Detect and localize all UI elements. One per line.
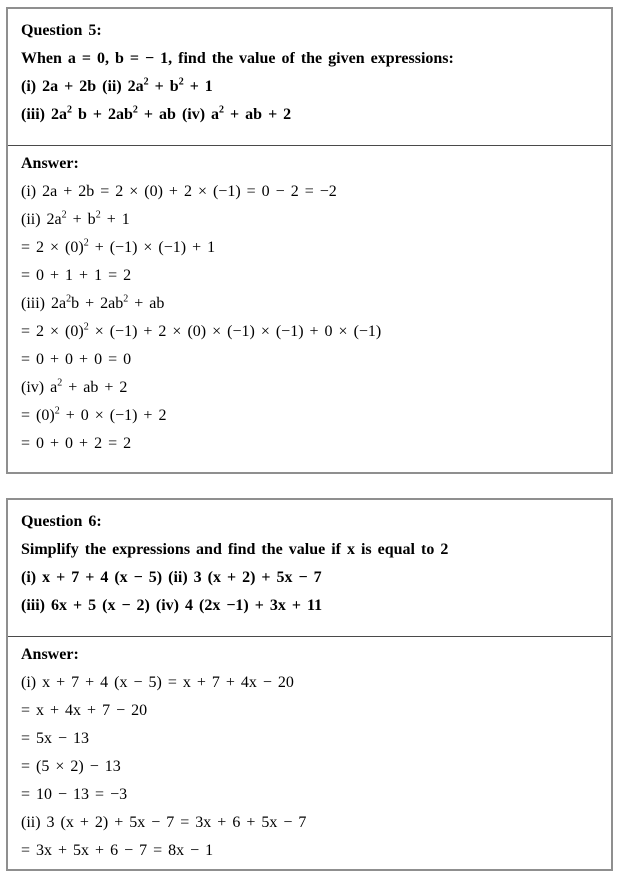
answer-line: = 0 + 0 + 0 = 0 — [21, 351, 132, 368]
answer-line: (iii) $2a^2b + 2ab^2$ + ab — [21, 293, 165, 312]
answer-line: (i) x + 7 + 4 (x − 5) = x + 7 + 4x − 20 — [21, 674, 294, 691]
question-line: (iii) 6x + 5 (x − 2) (iv) 4 (2x −1) + 3x + 11 — [21, 597, 323, 614]
answer-section — [8, 146, 611, 472]
answer-line: (ii) $2a^2 + b^2 + 1$ — [21, 209, 130, 228]
question-section — [8, 500, 611, 637]
answer-line: = $(0)^2 + 0 \times (-1) + 2$ — [21, 405, 167, 424]
answer-line: = 3x + 5x + 6 − 7 = 8x − 1 — [21, 842, 214, 859]
question-line: (i) x + 7 + 4 (x − 5) (ii) 3 (x + 2) + 5x − 7 — [21, 569, 322, 586]
answer-line: = 10 − 13 = −3 — [21, 786, 128, 803]
question-line: When a = 0, b = − 1, find the value of the given expressions: — [21, 50, 454, 67]
answer-line: = 5x − 13 — [21, 730, 90, 747]
question-section — [8, 9, 611, 146]
answer-line: = $2 \times (0)^2 + (-1) \times (-1) + 1$ — [21, 237, 216, 256]
answer-line: = x + 4x + 7 − 20 — [21, 702, 148, 719]
answer-line: = $2 \times (0)^2 \times (-1) + 2 \times (0) \times (-1) \times (-1) + 0 \times (-1)$ — [21, 321, 382, 340]
answer-title: Answer: — [21, 155, 79, 172]
question-line: Simplify the expressions and find the value if x is equal to 2 — [21, 541, 449, 558]
answer-line: = 0 + 1 + 1 = 2 — [21, 267, 132, 284]
question-title: Question 6: — [21, 513, 102, 530]
answer-title: Answer: — [21, 646, 79, 663]
answer-line: = 0 + 0 + 2 = 2 — [21, 435, 132, 452]
answer-section — [8, 637, 611, 869]
answer-line: (i) 2a + 2b = 2 × (0) + 2 × (−1) = 0 − 2 = −2 — [21, 183, 337, 200]
qa-card-question-6 — [6, 498, 613, 871]
question-line: (i) 2a + 2b (ii) $2a^2 + b^2 + 1$ — [21, 76, 213, 95]
question-title: Question 5: — [21, 22, 102, 39]
answer-line: = (5 × 2) − 13 — [21, 758, 121, 775]
answer-line: (iv) $a^2$ + ab + 2 — [21, 377, 128, 396]
answer-line: (ii) 3 (x + 2) + 5x − 7 = 3x + 6 + 5x − 7 — [21, 814, 307, 831]
qa-card-question-5 — [6, 7, 613, 474]
question-line: (iii) $2a^2$ $b + 2ab^2$ + ab (iv) $a^2$ + ab + 2 — [21, 104, 292, 123]
